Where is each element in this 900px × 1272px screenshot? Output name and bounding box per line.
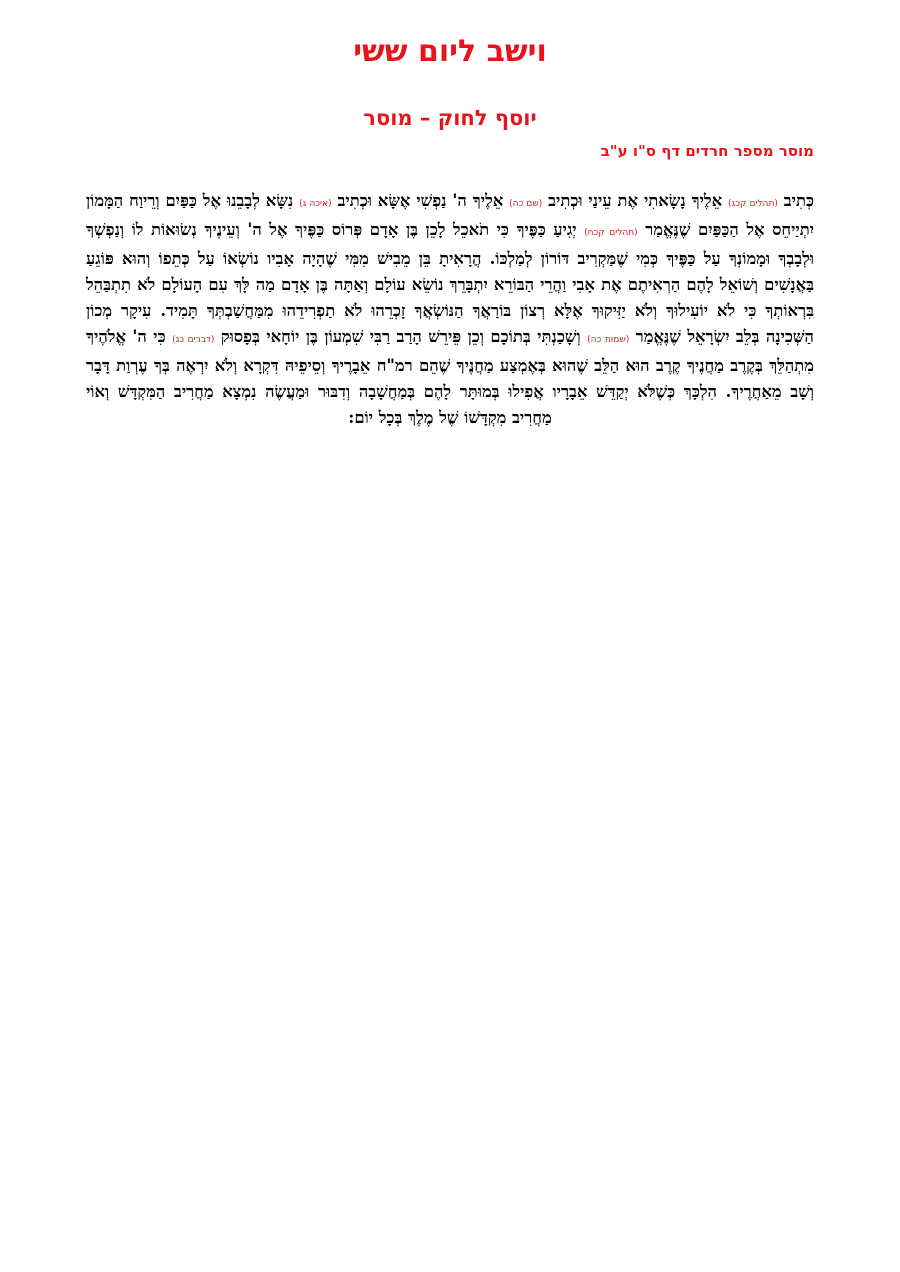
body-text-segment: כְּתִיב — [783, 191, 814, 210]
body-text-segment: כִּי ה' אֱלֹהֶיךָ מִתְהַלֵּךְ בְּקֶרֶב מַחֲנֶיךָ קֶרֶב הוּא הַלֵּב שֶׁהוּא בְּאֶמְצַע מַחֲנֶיךָ שֶׁהֵם רמ"ח אֵבָרֶיךָ וְסֵיפֵיהּ דִּקְרָא וְלֹא יִרְאֶה בְּךָ עֶרְוַת דָּבָר וְשָׁב מֵאַחֲרֶיךָ. הִלְכָּךְ כְּשֶׁלֹּא יְקַדֵּשׁ אֵבָרָיו אֲפִילוּ בְּמוּתָּר לָהֶם בְּמַחֲשָׁבָה וְדִבּוּר וּמַעֲשֶׂה נִמְצָא מַחֲרִיב הַמִּקְדָּשׁ וְאוֹי מַחֲרִיב מִקְדָּשׁוֹ שֶׁל מֶלֶךְ בְּכָל יוֹם: — [86, 327, 814, 427]
body-paragraph — [86, 188, 814, 431]
verse-citation: (דברים כג) — [172, 335, 215, 345]
verse-citation: (תהלים קכח) — [584, 228, 638, 238]
body-text-segment: נִשָּׂא לְבָבֵנוּ אֶל כַּפַּיִם וְרֵיוַח הַמָּמוֹן יִתְיַיחֵס אֶל הַכַּפַּיִם שֶׁנֶּאֱמַר — [86, 191, 814, 239]
body-text-segment: יְגִיעַ כַּפֶּיךָ כִּי תֹאכֵל לָכֵן בֶּן אָדָם פְּרוֹס כַּפֶּיךָ אֶל ה' וְעֵינֶיךָ נְשׂוּאוֹת לוֹ וְנַפְשְׁךָ וּלְבָבְךָ וּמָמוֹנְךָ עַל כַּפֶּיךָ כְּמִי שֶׁמַּקְרִיב דּוֹרוֹן לְמַלְכּוֹ. הֲרָאִיתָ בֵּן מֵבִישׁ מִמִּי שֶׁהָיָה אָבִיו נוֹשְׂאוֹ עַל כְּתֵפוֹ וְהוּא פּוֹגֵעַ בַּאֲנָשִׁים וְשׁוֹאֵל לָהֶם הַרְאִיתֶם אֶת אָבִי וַהֲרֵי הַבּוֹרֵא יִתְבָּרֵךְ נוֹשֵׂא עוֹלָם וְאַתָּה בֶּן אָדָם מַה לָּךְ עִם הָעוֹלָם לֹא תִתְבַּהֵל בִּרְאוֹתְךָ כִּי לֹא יוֹעִילוּךָ וְלֹא יַזִּיקוּךָ אֶלָּא רְצוֹן בּוֹרַאֲךָ הַנּוֹשְׂאֲךָ זָכְרֵהוּ לֹא תַפְרִידֵהוּ מִמַּחֲשַׁבְתְּךָ תָּמִיד. עִיקָר מְכוֹן הַשְּׁכִינָה בְּלֵב יִשְׂרָאֵל שֶׁנֶּאֱמַר — [86, 220, 814, 346]
verse-citation: (איכה ג) — [299, 199, 332, 209]
body-text-segment: וְשָׁכַנְתִּי בְּתוֹכָם וְכֵן פֵּירֵשׁ הָרַב רַבִּי שִׁמְעוֹן בֶּן יוֹחָאי בְּפָסוּק — [220, 327, 581, 346]
verse-citation: (תהלים קכג) — [728, 199, 778, 209]
source-reference: מוסר מספר חרדים דף ס"ו ע"ב — [600, 142, 814, 160]
page-subtitle: יוסף לחוק – מוסר — [363, 106, 537, 130]
verse-citation: (שמות כה) — [587, 335, 630, 345]
verse-citation: (שם כה) — [509, 199, 543, 209]
page-title: וישב ליום ששי — [353, 34, 547, 69]
body-text-segment: אֵלֶיךָ ה' נַפְשִׁי אֶשָּׂא וּכְתִיב — [337, 191, 504, 210]
body-text-segment: אֵלֶיךָ נָשָׂאתִי אֶת עֵינַי וּכְתִיב — [548, 191, 723, 210]
